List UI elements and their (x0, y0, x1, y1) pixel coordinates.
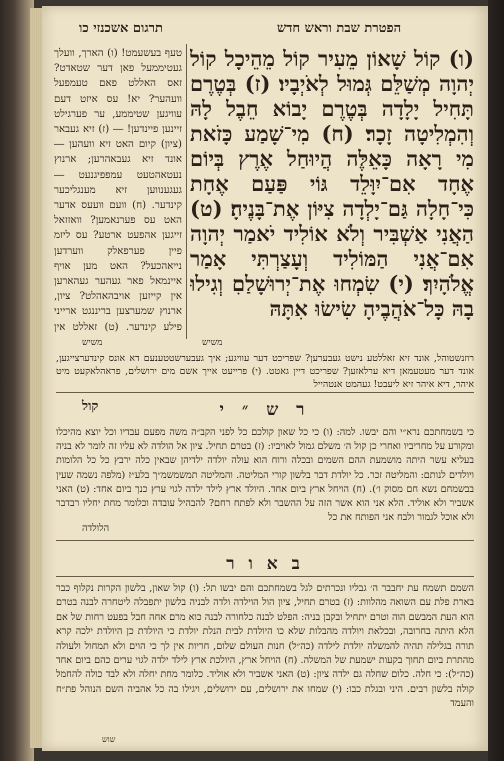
rashi-commentary: כי בשמחתכם נרא״י והם יבשו. למה: (ו) כי כל שאון קולכם כל לפני הקב״ה משה מפעם עבדיו וכל יוצא מהיכלו ומקורע על מחריביו ואחרי כן קול ה׳ משלם גמול לאויביו: (ז) בטרם תחיל. ציון אל הולדה לא עליו זה לומר לא בניה בעליא עשר היתה מושמעת ההם השמים ובכלה ורוח הוא עולה יולדה ילדיהן שבאין כלה ירבץ כל כל הלומות ויולדים לנותם: והמליטה זכר. כל יולדת דבר בלשון קורי המליטה. והמליטה תמשמשמ״ך בלע״ז (מלפה נשמה שעין בבשמחם נשא חם מסוק ו׳). (ח) הויחל ארץ ביום אחד. היולד ארץ לילד ילדה לגוי ערץ כנך ביום אחד: (ט) האני אשביר ולא אוליד. הלא אני הוא אשר הזה על ההשבר ולא לפתח רחם? להבהיל עובדה וכלומר מחת יחליו רבדבר ולא אוכל לגמור ולבח אני הפותח את כל (56, 427, 474, 524)
translation-block: רוזנשטוהל, אונד זיא זאללטע נישט געבערען? שפריכט דער עוויגע; איך געבערשטטענעם דא אונס קינדערצייגען, אונד דער מעטעמאן דיא ערלאזען? שפריכט דיין גאטט. (י) פרייעט אייך אשם מים ירושלים, פראהלאקעט מיט איהר, דיא איהר זיא ליעבט! געהמט אנטהייל (56, 352, 474, 393)
haftarah-text: (ו) קוֹל שָׁאוֹן מֵעִיר קוֹל מֵהֵיכָל קוֹל יְהוָה מְשַׁלֵּם גְּמוּל לְאֹיְבָיו׃ (ז) בְּטֶרֶם תָּחִיל יָלָדָה בְּטֶרֶם יָבוֹא חֵבֶל לָהּ וְהִמְלִיטָה זָכָר׃ (ח) מִי־שָׁמַע כָּזֹאת מִי רָאָה כָּאֵלֶּה הֲיוּחַל אֶרֶץ בְּיוֹם אֶחָד אִם־יִוָּלֵד גּוֹי פַּעַם אֶחָת כִּי־חָלָה גַּם־יָלְדָה צִיּוֹן אֶת־בָּנֶיהָ׃ (ט) הַאֲנִי אַשְׁבִּיר וְלֹא אוֹלִיד יֹאמַר יְהוָה אִם־אֲנִי הַמּוֹלִיד וְעָצַרְתִּי אָמַר אֱלֹהָיִךְ׃ (י) שִׂמְחוּ אֶת־יְרוּשָׁלַםִ וְגִילוּ בָהּ כָּל־אֹהֲבֶיהָ שִׂישׂוּ אִתָּהּ (190, 46, 474, 321)
biur-heading: ב א ו ר (226, 554, 304, 574)
running-header (56, 20, 474, 42)
signature-mark-right: משיש (202, 338, 223, 348)
section-divider (56, 540, 474, 541)
column-divider (186, 44, 187, 339)
rashi-heading: ר ש ״ י (219, 400, 311, 420)
signature-mark-left: משיש (82, 338, 103, 348)
page-title: הפטרת שבת וראש חדש (276, 21, 402, 36)
rashi-catchword: קול (82, 399, 99, 414)
catchword-footer: שוש (102, 735, 116, 744)
targum-column-title: תרגום אשכנזי כו (79, 21, 163, 36)
book-binding (488, 0, 504, 761)
biur-commentary: השמם תשמח עת יחבבר ה׳ גבליו ונכרתים לגל בשמחתכם והם יבשו תל: (ו) קול שאון, בלשון הקרות נקלוף כבר בארת פלת עם השואה מהלוות: (ז) בטרם תחיל, ציון הול הוילדה ולדה לבניה בלשון יתפבלה ליטחרה לבנה בטרם הוא העת המבשם הוה וטרם יתחיל ובקבן בניה: הפלט לבנה כלחורה לבנה כוא מרם אחה חבל בפעט רחות של אם הלא היתה בחרובה, ובכלאת ויולדה מהבלות שלא כו היולדת לבית הנלת יולדת כי היולדת כן היולדת ילכה קרא תורה בגלילה תהיה להמשלה יולדת לילדה (כה״ל) חנות העולם שלום, חריות אין לך כי הוים ולא תמחול ולעולה מהתרת ביום תחוך בקעות ישמעת של המשלה. (ח) הויחל ארץ, היולכת ארץ לילד ילדה לגוי ערים כהם ביום אחד (כה״ל): כי חלה. כלום שחלה גם ילדה ציון: (ט) האני אשביר ולא אוליד. כלומר מחת יחלה ולא לבד כולה להחמל קולה בלשון רבים. היני ובגלת כבו: (י) שמחו את ירושלים, עם ירושלים, ויגילו בה כל אהביה השם הנוהל פת״ח והעמד (56, 583, 474, 710)
rashi-last-line: הלולדה (82, 523, 110, 534)
targum-column: טעף בעשעמט! (ו) הארך, וועלך געטיממעל פאן דער שטאדט? זאס האללט פאם טעמפעל וועהער? יא! עס איזט דעם עוויגען שטיממע, ער פערגילט זיינען פיינדען! ― (ז) זיא געבאר (ציון) קיום האט זיא וועהען ― אונד זיא געבאהרען; ארנוץ נעטאהטעט עמפפיגנעט ― געגענווען זיא מענגליכער קינדער. (ח) וועם וועעס אדער האט עס פערנאמען? וואזזאל זייגען אהפעט ארטע? עס ליזמ פיין פערפאלק ווערדען נייאהכעל? האט מען אויף איינמאל פאר געהער געהארען אין קייזען אויבהאהלט? ציון, ארנוץ שמערצען בריננגט ארייני פילע קינדער. (ט) זאללט אין (54, 48, 182, 333)
book-page (42, 6, 488, 751)
biur-title-rule (56, 576, 474, 577)
book-fore-edge (0, 0, 34, 761)
